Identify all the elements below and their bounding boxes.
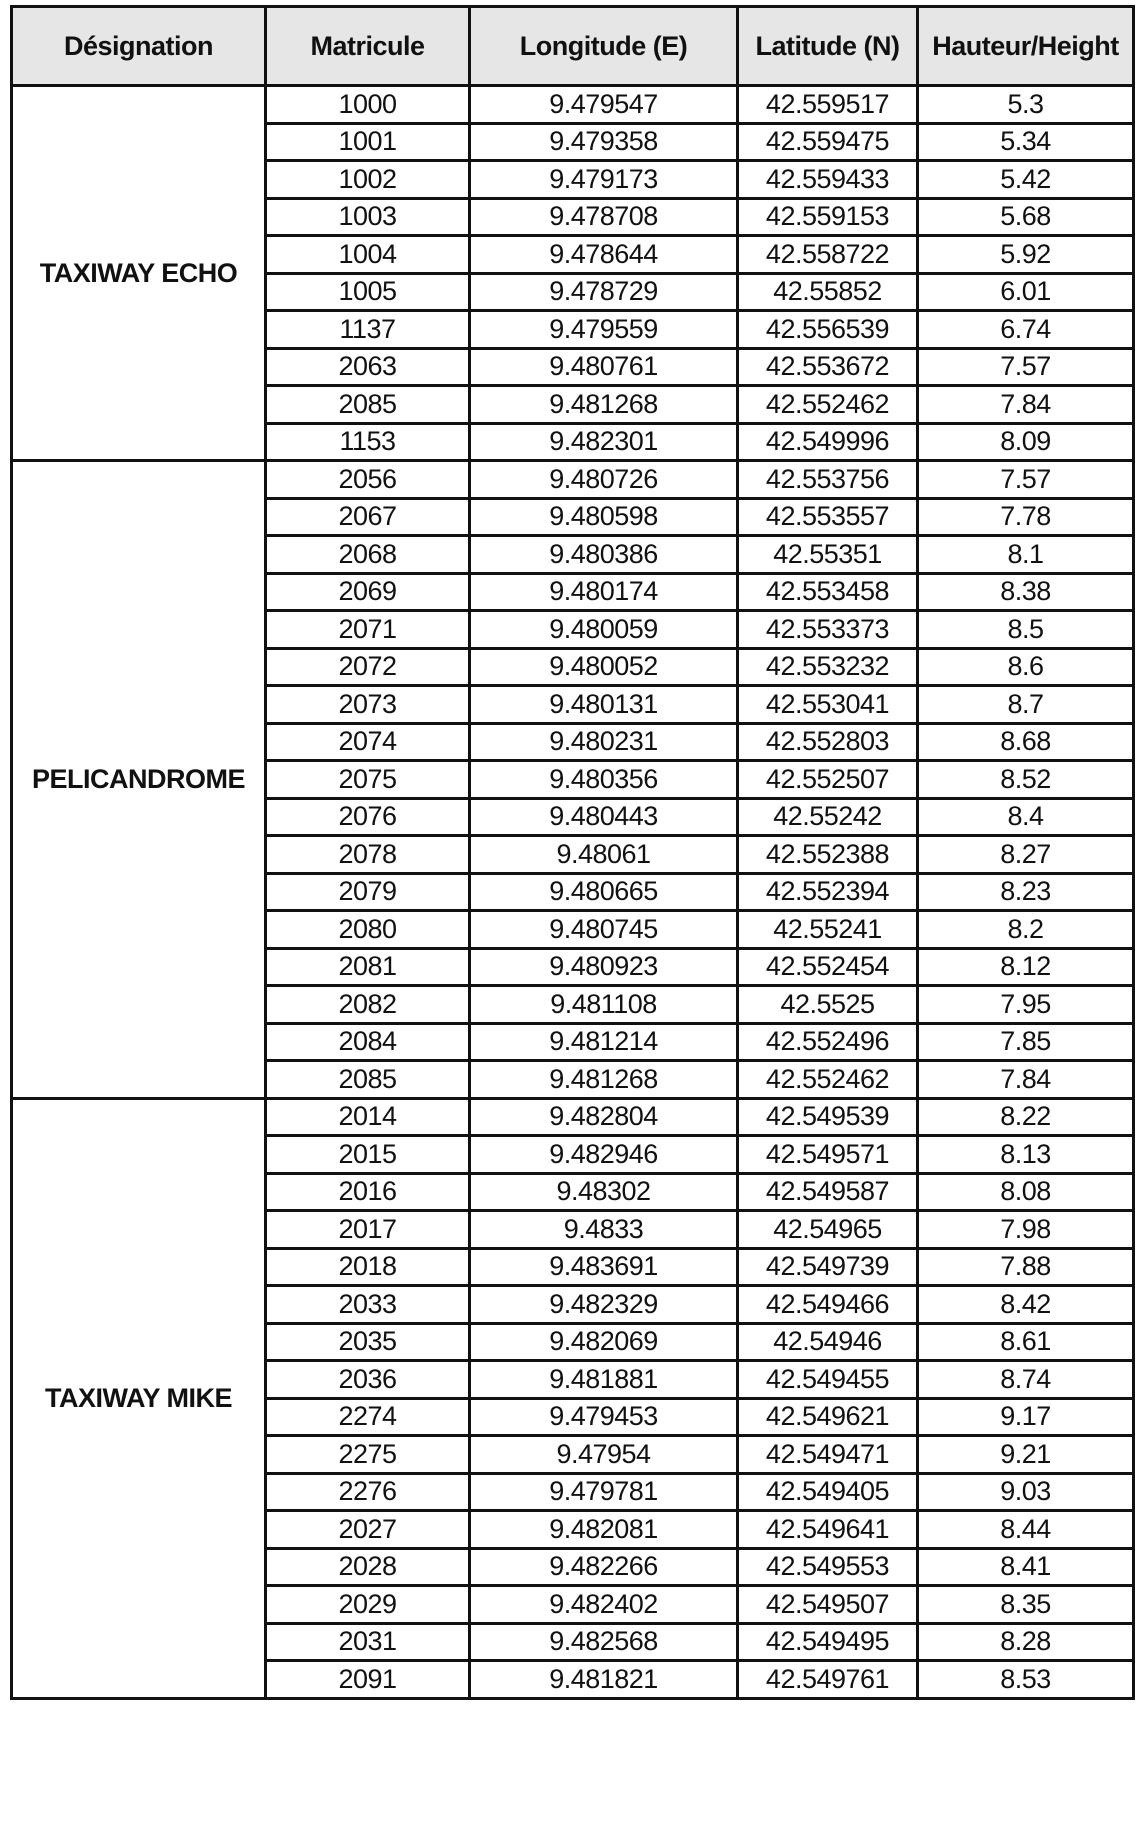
matricule-cell: 2014 xyxy=(266,1098,470,1136)
latitude-cell: 42.552388 xyxy=(738,836,918,874)
matricule-cell: 2069 xyxy=(266,573,470,611)
matricule-cell: 2080 xyxy=(266,911,470,949)
matricule-cell: 1003 xyxy=(266,198,470,236)
matricule-cell: 1137 xyxy=(266,311,470,349)
longitude-cell: 9.480761 xyxy=(470,348,738,386)
height-cell: 8.42 xyxy=(918,1286,1134,1324)
height-cell: 5.3 xyxy=(918,86,1134,124)
height-cell: 8.12 xyxy=(918,948,1134,986)
height-cell: 9.03 xyxy=(918,1473,1134,1511)
longitude-cell: 9.48302 xyxy=(470,1173,738,1211)
longitude-cell: 9.480665 xyxy=(470,873,738,911)
height-cell: 8.08 xyxy=(918,1173,1134,1211)
latitude-cell: 42.552394 xyxy=(738,873,918,911)
matricule-cell: 1000 xyxy=(266,86,470,124)
latitude-cell: 42.552803 xyxy=(738,723,918,761)
latitude-cell: 42.549641 xyxy=(738,1511,918,1549)
header-designation: Désignation xyxy=(12,7,266,86)
height-cell: 7.85 xyxy=(918,1023,1134,1061)
latitude-cell: 42.553557 xyxy=(738,498,918,536)
longitude-cell: 9.483691 xyxy=(470,1248,738,1286)
latitude-cell: 42.559153 xyxy=(738,198,918,236)
matricule-cell: 2035 xyxy=(266,1323,470,1361)
longitude-cell: 9.479453 xyxy=(470,1398,738,1436)
longitude-cell: 9.478644 xyxy=(470,236,738,274)
height-cell: 8.5 xyxy=(918,611,1134,649)
matricule-cell: 2275 xyxy=(266,1436,470,1474)
matricule-cell: 2027 xyxy=(266,1511,470,1549)
table-row xyxy=(12,86,1134,124)
height-cell: 7.78 xyxy=(918,498,1134,536)
longitude-cell: 9.479547 xyxy=(470,86,738,124)
latitude-cell: 42.556539 xyxy=(738,311,918,349)
header-matricule: Matricule xyxy=(266,7,470,86)
longitude-cell: 9.482946 xyxy=(470,1136,738,1174)
matricule-cell: 2028 xyxy=(266,1548,470,1586)
height-cell: 8.4 xyxy=(918,798,1134,836)
header-longitude: Longitude (E) xyxy=(470,7,738,86)
matricule-cell: 2082 xyxy=(266,986,470,1024)
height-cell: 8.61 xyxy=(918,1323,1134,1361)
header-row xyxy=(12,7,1134,86)
longitude-cell: 9.480356 xyxy=(470,761,738,799)
height-cell: 8.52 xyxy=(918,761,1134,799)
latitude-cell: 42.549466 xyxy=(738,1286,918,1324)
matricule-cell: 2068 xyxy=(266,536,470,574)
designation-group-cell: PELICANDROME xyxy=(12,461,266,1099)
longitude-cell: 9.480059 xyxy=(470,611,738,649)
latitude-cell: 42.54946 xyxy=(738,1323,918,1361)
latitude-cell: 42.552462 xyxy=(738,1061,918,1099)
height-cell: 8.7 xyxy=(918,686,1134,724)
longitude-cell: 9.479559 xyxy=(470,311,738,349)
latitude-cell: 42.549539 xyxy=(738,1098,918,1136)
matricule-cell: 2075 xyxy=(266,761,470,799)
longitude-cell: 9.482329 xyxy=(470,1286,738,1324)
matricule-cell: 2085 xyxy=(266,1061,470,1099)
height-cell: 7.57 xyxy=(918,348,1134,386)
matricule-cell: 2084 xyxy=(266,1023,470,1061)
latitude-cell: 42.55351 xyxy=(738,536,918,574)
latitude-cell: 42.558722 xyxy=(738,236,918,274)
matricule-cell: 2079 xyxy=(266,873,470,911)
latitude-cell: 42.55241 xyxy=(738,911,918,949)
latitude-cell: 42.549471 xyxy=(738,1436,918,1474)
longitude-cell: 9.480174 xyxy=(470,573,738,611)
longitude-cell: 9.480131 xyxy=(470,686,738,724)
height-cell: 7.57 xyxy=(918,461,1134,499)
matricule-cell: 2078 xyxy=(266,836,470,874)
height-cell: 5.92 xyxy=(918,236,1134,274)
height-cell: 8.44 xyxy=(918,1511,1134,1549)
latitude-cell: 42.553672 xyxy=(738,348,918,386)
longitude-cell: 9.482266 xyxy=(470,1548,738,1586)
longitude-cell: 9.478708 xyxy=(470,198,738,236)
height-cell: 8.22 xyxy=(918,1098,1134,1136)
matricule-cell: 2076 xyxy=(266,798,470,836)
longitude-cell: 9.481881 xyxy=(470,1361,738,1399)
latitude-cell: 42.549553 xyxy=(738,1548,918,1586)
height-cell: 8.41 xyxy=(918,1548,1134,1586)
matricule-cell: 2067 xyxy=(266,498,470,536)
height-cell: 8.74 xyxy=(918,1361,1134,1399)
matricule-cell: 2072 xyxy=(266,648,470,686)
height-cell: 8.35 xyxy=(918,1586,1134,1624)
latitude-cell: 42.549587 xyxy=(738,1173,918,1211)
matricule-cell: 2073 xyxy=(266,686,470,724)
designation-group-cell: TAXIWAY ECHO xyxy=(12,86,266,461)
latitude-cell: 42.55242 xyxy=(738,798,918,836)
latitude-cell: 42.549571 xyxy=(738,1136,918,1174)
matricule-cell: 2017 xyxy=(266,1211,470,1249)
longitude-cell: 9.480726 xyxy=(470,461,738,499)
height-cell: 7.84 xyxy=(918,1061,1134,1099)
matricule-cell: 2091 xyxy=(266,1661,470,1699)
height-cell: 5.68 xyxy=(918,198,1134,236)
height-cell: 8.09 xyxy=(918,423,1134,461)
longitude-cell: 9.481214 xyxy=(470,1023,738,1061)
table-body xyxy=(12,86,1134,1699)
longitude-cell: 9.47954 xyxy=(470,1436,738,1474)
longitude-cell: 9.48061 xyxy=(470,836,738,874)
height-cell: 8.68 xyxy=(918,723,1134,761)
latitude-cell: 42.549996 xyxy=(738,423,918,461)
longitude-cell: 9.480923 xyxy=(470,948,738,986)
longitude-cell: 9.478729 xyxy=(470,273,738,311)
matricule-cell: 1153 xyxy=(266,423,470,461)
height-cell: 6.01 xyxy=(918,273,1134,311)
latitude-cell: 42.553756 xyxy=(738,461,918,499)
longitude-cell: 9.482568 xyxy=(470,1623,738,1661)
longitude-cell: 9.4833 xyxy=(470,1211,738,1249)
matricule-cell: 2031 xyxy=(266,1623,470,1661)
longitude-cell: 9.479358 xyxy=(470,123,738,161)
latitude-cell: 42.553373 xyxy=(738,611,918,649)
latitude-cell: 42.549455 xyxy=(738,1361,918,1399)
height-cell: 8.1 xyxy=(918,536,1134,574)
latitude-cell: 42.552496 xyxy=(738,1023,918,1061)
latitude-cell: 42.559433 xyxy=(738,161,918,199)
latitude-cell: 42.552454 xyxy=(738,948,918,986)
height-cell: 7.88 xyxy=(918,1248,1134,1286)
height-cell: 8.6 xyxy=(918,648,1134,686)
obstacle-coordinates-table xyxy=(10,5,1135,1700)
longitude-cell: 9.479781 xyxy=(470,1473,738,1511)
matricule-cell: 2074 xyxy=(266,723,470,761)
matricule-cell: 2063 xyxy=(266,348,470,386)
matricule-cell: 2036 xyxy=(266,1361,470,1399)
matricule-cell: 2018 xyxy=(266,1248,470,1286)
height-cell: 9.21 xyxy=(918,1436,1134,1474)
longitude-cell: 9.481108 xyxy=(470,986,738,1024)
longitude-cell: 9.480443 xyxy=(470,798,738,836)
latitude-cell: 42.553041 xyxy=(738,686,918,724)
latitude-cell: 42.5525 xyxy=(738,986,918,1024)
longitude-cell: 9.482402 xyxy=(470,1586,738,1624)
matricule-cell: 2056 xyxy=(266,461,470,499)
height-cell: 8.27 xyxy=(918,836,1134,874)
matricule-cell: 2274 xyxy=(266,1398,470,1436)
longitude-cell: 9.480052 xyxy=(470,648,738,686)
latitude-cell: 42.559475 xyxy=(738,123,918,161)
latitude-cell: 42.553458 xyxy=(738,573,918,611)
latitude-cell: 42.549507 xyxy=(738,1586,918,1624)
height-cell: 7.84 xyxy=(918,386,1134,424)
matricule-cell: 2081 xyxy=(266,948,470,986)
longitude-cell: 9.481821 xyxy=(470,1661,738,1699)
matricule-cell: 2016 xyxy=(266,1173,470,1211)
latitude-cell: 42.549761 xyxy=(738,1661,918,1699)
longitude-cell: 9.482069 xyxy=(470,1323,738,1361)
matricule-cell: 1001 xyxy=(266,123,470,161)
height-cell: 8.23 xyxy=(918,873,1134,911)
height-cell: 8.13 xyxy=(918,1136,1134,1174)
table-row xyxy=(12,461,1134,499)
longitude-cell: 9.482301 xyxy=(470,423,738,461)
latitude-cell: 42.54965 xyxy=(738,1211,918,1249)
height-cell: 7.95 xyxy=(918,986,1134,1024)
height-cell: 6.74 xyxy=(918,311,1134,349)
height-cell: 8.28 xyxy=(918,1623,1134,1661)
longitude-cell: 9.482804 xyxy=(470,1098,738,1136)
height-cell: 8.53 xyxy=(918,1661,1134,1699)
longitude-cell: 9.479173 xyxy=(470,161,738,199)
matricule-cell: 2276 xyxy=(266,1473,470,1511)
longitude-cell: 9.480386 xyxy=(470,536,738,574)
longitude-cell: 9.480231 xyxy=(470,723,738,761)
matricule-cell: 1005 xyxy=(266,273,470,311)
matricule-cell: 2071 xyxy=(266,611,470,649)
matricule-cell: 2033 xyxy=(266,1286,470,1324)
longitude-cell: 9.481268 xyxy=(470,386,738,424)
latitude-cell: 42.549739 xyxy=(738,1248,918,1286)
latitude-cell: 42.559517 xyxy=(738,86,918,124)
matricule-cell: 1002 xyxy=(266,161,470,199)
table-row xyxy=(12,1098,1134,1136)
latitude-cell: 42.55852 xyxy=(738,273,918,311)
height-cell: 7.98 xyxy=(918,1211,1134,1249)
latitude-cell: 42.549405 xyxy=(738,1473,918,1511)
height-cell: 8.2 xyxy=(918,911,1134,949)
latitude-cell: 42.549495 xyxy=(738,1623,918,1661)
latitude-cell: 42.552462 xyxy=(738,386,918,424)
longitude-cell: 9.482081 xyxy=(470,1511,738,1549)
matricule-cell: 2029 xyxy=(266,1586,470,1624)
matricule-cell: 2085 xyxy=(266,386,470,424)
height-cell: 9.17 xyxy=(918,1398,1134,1436)
longitude-cell: 9.480598 xyxy=(470,498,738,536)
latitude-cell: 42.549621 xyxy=(738,1398,918,1436)
height-cell: 8.38 xyxy=(918,573,1134,611)
latitude-cell: 42.553232 xyxy=(738,648,918,686)
height-cell: 5.34 xyxy=(918,123,1134,161)
longitude-cell: 9.480745 xyxy=(470,911,738,949)
latitude-cell: 42.552507 xyxy=(738,761,918,799)
designation-group-cell: TAXIWAY MIKE xyxy=(12,1098,266,1698)
matricule-cell: 2015 xyxy=(266,1136,470,1174)
longitude-cell: 9.481268 xyxy=(470,1061,738,1099)
header-height: Hauteur/Height xyxy=(918,7,1134,86)
header-latitude: Latitude (N) xyxy=(738,7,918,86)
height-cell: 5.42 xyxy=(918,161,1134,199)
matricule-cell: 1004 xyxy=(266,236,470,274)
